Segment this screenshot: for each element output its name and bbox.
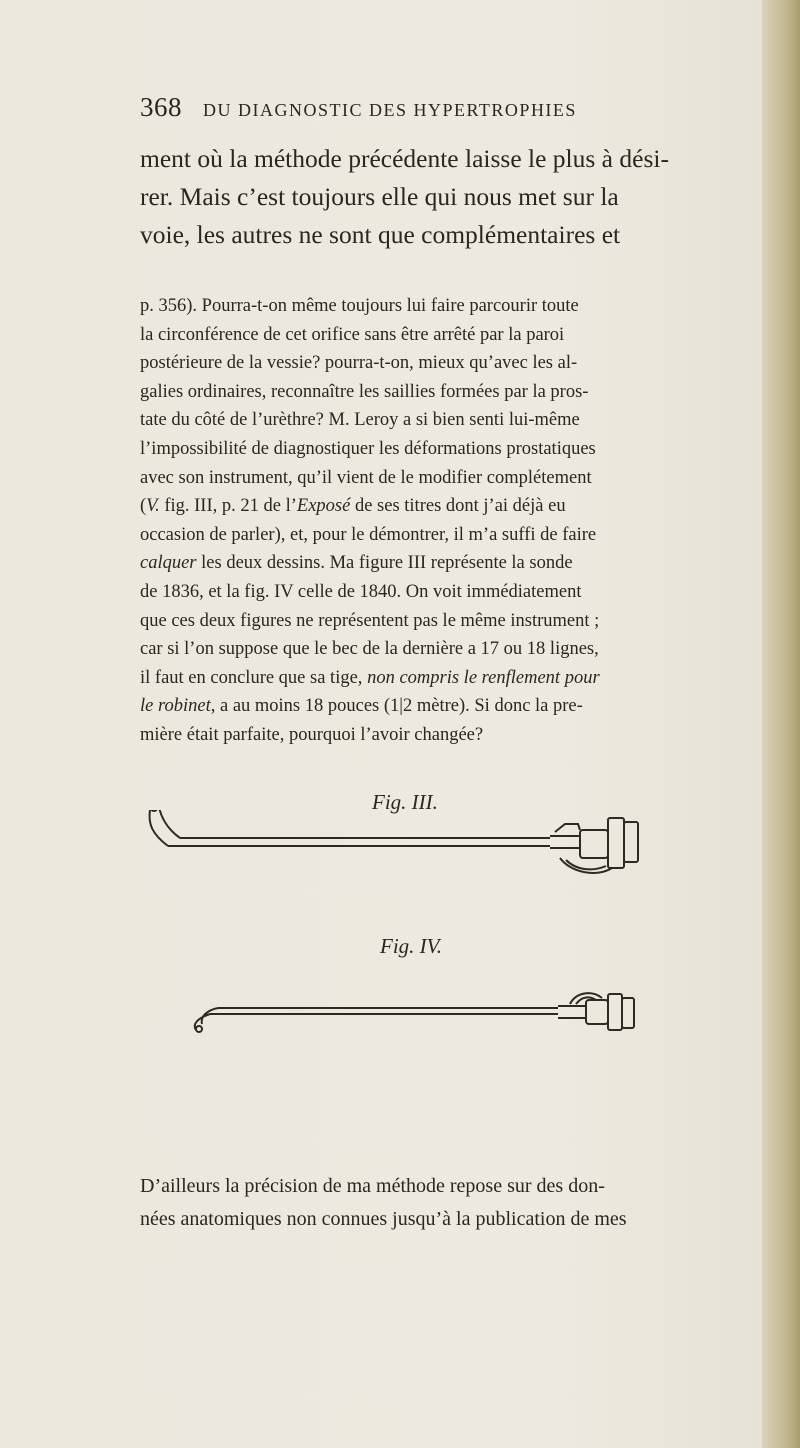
page-header xyxy=(140,92,760,123)
text-italic: non compris le renflement pour xyxy=(367,667,600,688)
text-line: occasion de parler), et, pour le démontrer, il m’a suffi de faire xyxy=(140,524,597,545)
fig4-drawing xyxy=(140,966,740,1056)
text-line: que ces deux figures ne représentent pas le même instrument ; xyxy=(140,610,600,631)
text-span: il faut en conclure que sa tige, xyxy=(140,667,368,688)
text-line: galies ordinaires, reconnaître les saillies formées par la pros- xyxy=(140,381,589,402)
page-edge-shadow xyxy=(762,0,800,1448)
text-span: fig. III, p. 21 de l’ xyxy=(159,496,297,517)
text-line: l’impossibilité de diagnostiquer les déformations prostatiques xyxy=(140,438,596,459)
text-line: tate du côté de l’urèthre? M. Leroy a si bien senti lui-même xyxy=(140,410,580,431)
text-line: avec son instrument, qu’il vient de le modifier complétement xyxy=(140,467,592,488)
text-line xyxy=(140,692,740,721)
text-italic: le robinet xyxy=(140,696,211,717)
text-span: les deux dessins. Ma figure III représente la sonde xyxy=(196,553,573,574)
text-line xyxy=(140,664,740,693)
text-line: mière était parfaite, pourquoi l’avoir changée? xyxy=(140,724,484,745)
text-italic: Exposé xyxy=(296,496,351,517)
bottom-text-block xyxy=(140,1170,740,1236)
text-italic: V. xyxy=(146,496,160,517)
text-line: rer. Mais c’est toujours elle qui nous met sur la xyxy=(140,182,619,211)
text-line: voie, les autres ne sont que complémentaires et xyxy=(140,220,621,249)
text-italic: calquer xyxy=(140,553,197,574)
text-span: ( xyxy=(140,496,147,517)
text-line: nées anatomiques non connues jusqu’à la publication de mes xyxy=(140,1208,627,1230)
running-title: DU DIAGNOSTIC DES HYPERTROPHIES xyxy=(203,100,577,120)
large-text-block xyxy=(140,140,740,254)
text-line xyxy=(140,549,740,578)
fig3-drawing xyxy=(140,810,740,940)
text-line: car si l’on suppose que le bec de la dernière a 17 ou 18 lignes, xyxy=(140,639,599,660)
text-span: de ses titres dont j’ai déjà eu xyxy=(350,496,566,517)
text-line: D’ailleurs la précision de ma méthode repose sur des don- xyxy=(140,1175,605,1197)
text-line xyxy=(140,492,740,521)
text-line: la circonférence de cet orifice sans être arrêté par la paroi xyxy=(140,324,565,345)
page-number: 368 xyxy=(140,92,182,122)
small-text-block xyxy=(140,292,740,750)
text-line: de 1836, et la fig. IV celle de 1840. On voit immédiatement xyxy=(140,581,582,602)
figure-block xyxy=(140,770,740,1150)
text-line: ment où la méthode précédente laisse le plus à dési- xyxy=(140,144,669,173)
text-line: postérieure de la vessie? pourra-t-on, mieux qu’avec les al- xyxy=(140,353,578,374)
text-span: , a au moins 18 pouces (1|2 mètre). Si donc la pre- xyxy=(210,696,583,717)
fig4-label: Fig. IV. xyxy=(380,934,443,958)
text-line: p. 356). Pourra-t-on même toujours lui faire parcourir toute xyxy=(140,296,579,316)
fig3-label: Fig. III. xyxy=(372,790,438,814)
